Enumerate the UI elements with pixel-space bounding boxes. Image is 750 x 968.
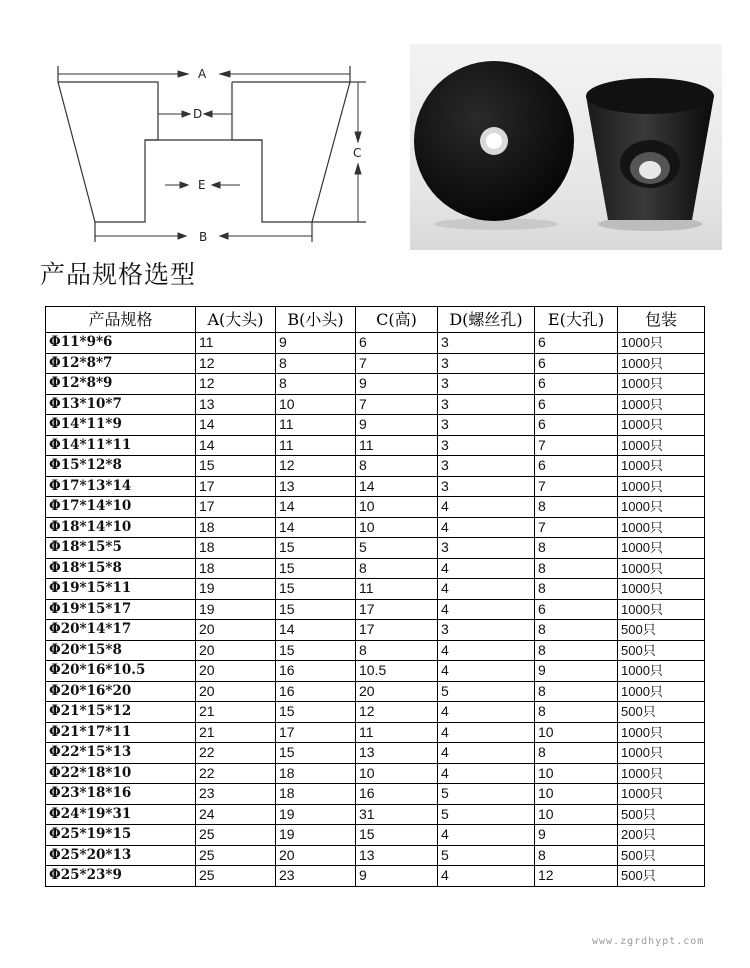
cell-e: 10 <box>535 784 618 805</box>
cell-pack: 500只 <box>618 640 705 661</box>
table-header-row <box>46 307 705 333</box>
cell-a: 14 <box>196 415 276 436</box>
cell-b: 8 <box>276 353 356 374</box>
cell-c: 11 <box>356 722 438 743</box>
cell-c: 10 <box>356 763 438 784</box>
label-a: A <box>198 67 207 81</box>
label-e: E <box>198 178 206 192</box>
cell-c: 8 <box>356 558 438 579</box>
table-row <box>46 743 705 764</box>
cell-e: 8 <box>535 497 618 518</box>
cell-spec: Φ21*15*12 <box>46 702 196 723</box>
cell-a: 11 <box>196 333 276 354</box>
table-row <box>46 517 705 538</box>
cell-c: 10.5 <box>356 661 438 682</box>
cell-pack: 1000只 <box>618 394 705 415</box>
cell-pack: 500只 <box>618 804 705 825</box>
cell-c: 13 <box>356 743 438 764</box>
rubber-foot-top-view <box>414 61 574 230</box>
cell-b: 10 <box>276 394 356 415</box>
cell-e: 6 <box>535 353 618 374</box>
table-row <box>46 763 705 784</box>
cell-b: 18 <box>276 784 356 805</box>
header-d: D(螺丝孔) <box>438 307 535 333</box>
cell-a: 25 <box>196 866 276 887</box>
cell-a: 12 <box>196 374 276 395</box>
cell-d: 3 <box>438 620 535 641</box>
cell-d: 4 <box>438 558 535 579</box>
cell-a: 20 <box>196 620 276 641</box>
cell-c: 17 <box>356 599 438 620</box>
header-e: E(大孔) <box>535 307 618 333</box>
cell-pack: 500只 <box>618 702 705 723</box>
cell-pack: 1000只 <box>618 456 705 477</box>
cell-spec: Φ25*19*15 <box>46 825 196 846</box>
header-a: A(大头) <box>196 307 276 333</box>
cell-e: 6 <box>535 374 618 395</box>
cell-d: 3 <box>438 374 535 395</box>
cell-e: 10 <box>535 722 618 743</box>
cell-e: 8 <box>535 538 618 559</box>
dimension-diagram <box>40 52 380 252</box>
cell-a: 20 <box>196 640 276 661</box>
cell-e: 8 <box>535 845 618 866</box>
cell-spec: Φ14*11*9 <box>46 415 196 436</box>
cell-d: 4 <box>438 702 535 723</box>
cell-b: 13 <box>276 476 356 497</box>
cell-a: 17 <box>196 476 276 497</box>
table-row <box>46 435 705 456</box>
cell-c: 10 <box>356 497 438 518</box>
cell-pack: 1000只 <box>618 661 705 682</box>
section-heading: 产品规格选型 <box>40 260 197 289</box>
cell-a: 20 <box>196 661 276 682</box>
cell-e: 8 <box>535 702 618 723</box>
cell-d: 3 <box>438 476 535 497</box>
cell-spec: Φ13*10*7 <box>46 394 196 415</box>
cell-d: 4 <box>438 722 535 743</box>
cell-d: 4 <box>438 640 535 661</box>
cell-e: 8 <box>535 640 618 661</box>
table-row <box>46 353 705 374</box>
cell-c: 13 <box>356 845 438 866</box>
cell-pack: 1000只 <box>618 517 705 538</box>
cell-e: 8 <box>535 558 618 579</box>
table-row <box>46 681 705 702</box>
table-row <box>46 599 705 620</box>
cell-pack: 1000只 <box>618 353 705 374</box>
cell-a: 25 <box>196 825 276 846</box>
cell-d: 3 <box>438 394 535 415</box>
cell-b: 14 <box>276 517 356 538</box>
cell-spec: Φ18*15*5 <box>46 538 196 559</box>
cell-e: 12 <box>535 866 618 887</box>
cell-a: 18 <box>196 538 276 559</box>
cell-spec: Φ12*8*9 <box>46 374 196 395</box>
cell-b: 15 <box>276 599 356 620</box>
cell-b: 14 <box>276 620 356 641</box>
cell-d: 4 <box>438 743 535 764</box>
header-c: C(高) <box>356 307 438 333</box>
cell-spec: Φ18*15*8 <box>46 558 196 579</box>
cell-c: 16 <box>356 784 438 805</box>
cell-b: 17 <box>276 722 356 743</box>
cell-a: 25 <box>196 845 276 866</box>
label-b: B <box>199 230 208 244</box>
cell-d: 4 <box>438 599 535 620</box>
cell-a: 24 <box>196 804 276 825</box>
cell-e: 8 <box>535 620 618 641</box>
cell-pack: 1000只 <box>618 538 705 559</box>
cell-d: 4 <box>438 661 535 682</box>
cell-d: 5 <box>438 804 535 825</box>
cell-spec: Φ17*13*14 <box>46 476 196 497</box>
table-row <box>46 620 705 641</box>
cell-c: 11 <box>356 435 438 456</box>
cell-c: 12 <box>356 702 438 723</box>
cell-d: 4 <box>438 763 535 784</box>
cell-b: 15 <box>276 743 356 764</box>
cell-e: 6 <box>535 456 618 477</box>
cell-spec: Φ24*19*31 <box>46 804 196 825</box>
cell-spec: Φ11*9*6 <box>46 333 196 354</box>
cell-spec: Φ25*20*13 <box>46 845 196 866</box>
cell-e: 8 <box>535 743 618 764</box>
cell-spec: Φ18*14*10 <box>46 517 196 538</box>
table-row <box>46 394 705 415</box>
cell-b: 20 <box>276 845 356 866</box>
table-row <box>46 333 705 354</box>
cell-spec: Φ23*18*16 <box>46 784 196 805</box>
cell-a: 20 <box>196 681 276 702</box>
table-row <box>46 558 705 579</box>
cell-pack: 1000只 <box>618 435 705 456</box>
cell-spec: Φ22*18*10 <box>46 763 196 784</box>
label-c: C <box>353 146 362 160</box>
cell-d: 5 <box>438 845 535 866</box>
table-row <box>46 374 705 395</box>
table-row <box>46 661 705 682</box>
table-row <box>46 804 705 825</box>
cell-e: 10 <box>535 763 618 784</box>
cell-c: 9 <box>356 415 438 436</box>
cell-a: 18 <box>196 517 276 538</box>
cell-pack: 1000只 <box>618 374 705 395</box>
cell-spec: Φ20*15*8 <box>46 640 196 661</box>
cell-c: 5 <box>356 538 438 559</box>
cell-c: 8 <box>356 640 438 661</box>
cell-spec: Φ25*23*9 <box>46 866 196 887</box>
cell-b: 15 <box>276 579 356 600</box>
cell-pack: 1000只 <box>618 784 705 805</box>
cell-e: 6 <box>535 394 618 415</box>
cell-e: 10 <box>535 804 618 825</box>
cell-spec: Φ12*8*7 <box>46 353 196 374</box>
cell-b: 15 <box>276 558 356 579</box>
table-row <box>46 702 705 723</box>
cell-b: 15 <box>276 538 356 559</box>
cell-a: 15 <box>196 456 276 477</box>
cell-d: 3 <box>438 353 535 374</box>
cell-b: 23 <box>276 866 356 887</box>
rubber-foot-side-view <box>586 78 714 231</box>
cell-spec: Φ20*16*20 <box>46 681 196 702</box>
cell-c: 10 <box>356 517 438 538</box>
cell-spec: Φ19*15*11 <box>46 579 196 600</box>
cell-c: 17 <box>356 620 438 641</box>
header-spec: 产品规格 <box>46 307 196 333</box>
cell-d: 3 <box>438 456 535 477</box>
cell-e: 6 <box>535 333 618 354</box>
cell-spec: Φ15*12*8 <box>46 456 196 477</box>
cell-e: 8 <box>535 579 618 600</box>
cell-pack: 1000只 <box>618 743 705 764</box>
label-d: D <box>193 107 203 121</box>
cell-a: 12 <box>196 353 276 374</box>
cell-a: 23 <box>196 784 276 805</box>
cell-a: 21 <box>196 722 276 743</box>
cell-pack: 500只 <box>618 866 705 887</box>
cell-e: 9 <box>535 661 618 682</box>
cell-a: 22 <box>196 763 276 784</box>
table-row <box>46 497 705 518</box>
cell-a: 19 <box>196 599 276 620</box>
cell-spec: Φ22*15*13 <box>46 743 196 764</box>
cell-pack: 1000只 <box>618 415 705 436</box>
cell-a: 17 <box>196 497 276 518</box>
cell-d: 4 <box>438 825 535 846</box>
table-row <box>46 579 705 600</box>
cell-d: 3 <box>438 415 535 436</box>
cell-b: 16 <box>276 681 356 702</box>
cell-a: 18 <box>196 558 276 579</box>
cell-c: 15 <box>356 825 438 846</box>
cell-d: 4 <box>438 579 535 600</box>
cell-pack: 500只 <box>618 620 705 641</box>
cell-b: 18 <box>276 763 356 784</box>
cell-d: 5 <box>438 681 535 702</box>
table-row <box>46 640 705 661</box>
cell-pack: 1000只 <box>618 763 705 784</box>
cell-a: 21 <box>196 702 276 723</box>
cell-c: 14 <box>356 476 438 497</box>
cell-b: 15 <box>276 640 356 661</box>
cell-a: 14 <box>196 435 276 456</box>
cell-pack: 1000只 <box>618 476 705 497</box>
cell-c: 9 <box>356 374 438 395</box>
product-photo <box>410 44 722 250</box>
cell-e: 6 <box>535 415 618 436</box>
cell-e: 9 <box>535 825 618 846</box>
table-row <box>46 845 705 866</box>
cell-b: 19 <box>276 825 356 846</box>
table-row <box>46 825 705 846</box>
table-row <box>46 538 705 559</box>
table-row <box>46 866 705 887</box>
header-pack: 包装 <box>618 307 705 333</box>
cell-b: 19 <box>276 804 356 825</box>
cell-d: 4 <box>438 497 535 518</box>
cell-d: 3 <box>438 333 535 354</box>
cell-spec: Φ20*16*10.5 <box>46 661 196 682</box>
cell-pack: 1000只 <box>618 722 705 743</box>
cell-pack: 1000只 <box>618 333 705 354</box>
cell-c: 7 <box>356 394 438 415</box>
cell-spec: Φ19*15*17 <box>46 599 196 620</box>
cell-e: 6 <box>535 599 618 620</box>
cell-a: 22 <box>196 743 276 764</box>
cell-d: 4 <box>438 517 535 538</box>
cell-c: 20 <box>356 681 438 702</box>
table-row <box>46 456 705 477</box>
cell-b: 14 <box>276 497 356 518</box>
cell-b: 8 <box>276 374 356 395</box>
cell-d: 3 <box>438 538 535 559</box>
cell-c: 31 <box>356 804 438 825</box>
cell-spec: Φ14*11*11 <box>46 435 196 456</box>
cell-b: 12 <box>276 456 356 477</box>
cell-spec: Φ20*14*17 <box>46 620 196 641</box>
cell-d: 5 <box>438 784 535 805</box>
cell-b: 9 <box>276 333 356 354</box>
cell-b: 11 <box>276 415 356 436</box>
cell-a: 13 <box>196 394 276 415</box>
cell-spec: Φ21*17*11 <box>46 722 196 743</box>
cell-pack: 1000只 <box>618 558 705 579</box>
cell-c: 6 <box>356 333 438 354</box>
cell-pack: 1000只 <box>618 579 705 600</box>
cell-spec: Φ17*14*10 <box>46 497 196 518</box>
header-b: B(小头) <box>276 307 356 333</box>
table-row <box>46 722 705 743</box>
spec-table <box>45 306 705 887</box>
cell-b: 11 <box>276 435 356 456</box>
cell-e: 7 <box>535 435 618 456</box>
cell-c: 11 <box>356 579 438 600</box>
cell-pack: 500只 <box>618 845 705 866</box>
cell-d: 4 <box>438 866 535 887</box>
cell-c: 7 <box>356 353 438 374</box>
table-row <box>46 415 705 436</box>
cell-e: 7 <box>535 517 618 538</box>
table-row <box>46 784 705 805</box>
cell-c: 9 <box>356 866 438 887</box>
cell-e: 8 <box>535 681 618 702</box>
cell-pack: 1000只 <box>618 599 705 620</box>
cell-b: 16 <box>276 661 356 682</box>
table-row <box>46 476 705 497</box>
cell-d: 3 <box>438 435 535 456</box>
cell-pack: 200只 <box>618 825 705 846</box>
cell-pack: 1000只 <box>618 681 705 702</box>
cell-pack: 1000只 <box>618 497 705 518</box>
watermark: www.zgrdhypt.com <box>592 936 705 947</box>
cell-e: 7 <box>535 476 618 497</box>
cell-c: 8 <box>356 456 438 477</box>
cell-b: 15 <box>276 702 356 723</box>
cell-a: 19 <box>196 579 276 600</box>
